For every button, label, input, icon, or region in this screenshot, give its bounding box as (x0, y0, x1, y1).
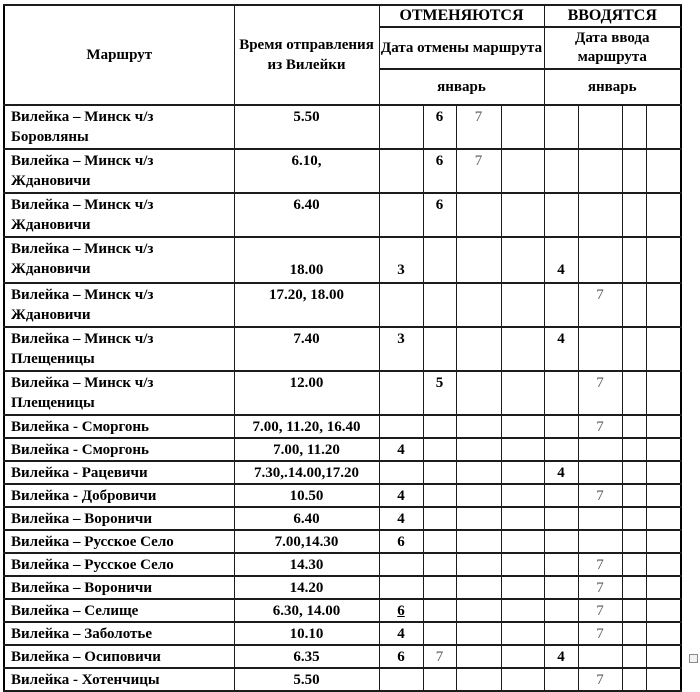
header-intro-section: ВВОДЯТСЯ (544, 5, 681, 27)
route-cell: Вилейка – Осиповичи (4, 645, 234, 668)
intro-day-cell (646, 576, 681, 599)
cancel-day-cell (456, 553, 501, 576)
route-cell: Вилейка – Минск ч/з Ждановичи (4, 237, 234, 283)
intro-day-cell (544, 149, 578, 193)
intro-day-cell (622, 530, 646, 553)
table-body (4, 105, 681, 691)
header-cancel-date: Дата отмены маршрута (379, 27, 544, 69)
route-cell: Вилейка - Хотенчицы (4, 668, 234, 691)
cancel-day-cell (423, 484, 456, 507)
intro-day-cell: 7 (578, 415, 622, 438)
intro-day-cell (544, 576, 578, 599)
cancel-day-cell (456, 622, 501, 645)
intro-day-cell: 4 (544, 461, 578, 484)
cancel-day-cell (456, 645, 501, 668)
cancel-day-cell (379, 415, 423, 438)
intro-day-cell (578, 105, 622, 149)
cancel-day-cell (456, 237, 501, 283)
time-cell: 6.10, (234, 149, 379, 193)
header-intro-month: январь (544, 69, 681, 105)
intro-day-cell (622, 484, 646, 507)
table-row (4, 438, 681, 461)
intro-day-cell (544, 105, 578, 149)
cancel-day-cell (423, 283, 456, 327)
intro-day-cell (578, 461, 622, 484)
cancel-day-cell (423, 599, 456, 622)
route-cell: Вилейка – Русское Село (4, 553, 234, 576)
intro-day-cell (646, 599, 681, 622)
intro-day-cell: 7 (578, 622, 622, 645)
intro-day-cell (622, 149, 646, 193)
intro-day-cell (646, 105, 681, 149)
cancel-day-cell (501, 438, 544, 461)
table-row (4, 507, 681, 530)
cancel-day-cell (456, 461, 501, 484)
cancel-day-cell (456, 193, 501, 237)
intro-day-cell (646, 668, 681, 691)
intro-day-cell (578, 193, 622, 237)
intro-day-cell (646, 283, 681, 327)
cancel-day-cell (423, 507, 456, 530)
route-cell: Вилейка – Минск ч/з Ждановичи (4, 193, 234, 237)
cancel-day-cell (501, 530, 544, 553)
table-row (4, 484, 681, 507)
table-row (4, 461, 681, 484)
intro-day-cell: 7 (578, 599, 622, 622)
route-cell: Вилейка - Сморгонь (4, 438, 234, 461)
route-cell: Вилейка - Добровичи (4, 484, 234, 507)
intro-day-cell (578, 438, 622, 461)
time-cell: 10.50 (234, 484, 379, 507)
time-cell: 5.50 (234, 105, 379, 149)
cancel-day-cell (456, 668, 501, 691)
cancel-day-cell (501, 461, 544, 484)
route-cell: Вилейка – Русское Село (4, 530, 234, 553)
cancel-day-cell: 3 (379, 237, 423, 283)
cancel-day-cell (379, 576, 423, 599)
cancel-day-cell (423, 438, 456, 461)
intro-day-cell (646, 530, 681, 553)
table-row (4, 645, 681, 668)
intro-day-cell (578, 149, 622, 193)
intro-day-cell (622, 553, 646, 576)
intro-day-cell (646, 622, 681, 645)
table-row (4, 576, 681, 599)
intro-day-cell: 7 (578, 283, 622, 327)
cancel-day-cell (501, 622, 544, 645)
intro-day-cell (544, 371, 578, 415)
cancel-day-cell (501, 415, 544, 438)
intro-day-cell (622, 507, 646, 530)
table-row (4, 622, 681, 645)
table-row (4, 149, 681, 193)
cancel-day-cell (501, 237, 544, 283)
header-cancel-month: январь (379, 69, 544, 105)
intro-day-cell (622, 237, 646, 283)
intro-day-cell (646, 438, 681, 461)
cancel-day-cell (379, 461, 423, 484)
table-row (4, 105, 681, 149)
intro-day-cell (622, 461, 646, 484)
intro-day-cell (622, 327, 646, 371)
cancel-day-cell (379, 105, 423, 149)
cancel-day-cell (501, 327, 544, 371)
route-cell: Вилейка – Вороничи (4, 576, 234, 599)
intro-day-cell (544, 530, 578, 553)
intro-day-cell: 7 (578, 484, 622, 507)
schedule-table (3, 4, 682, 692)
cancel-day-cell: 6 (423, 193, 456, 237)
intro-day-cell (646, 327, 681, 371)
time-cell: 6.40 (234, 507, 379, 530)
cancel-day-cell (423, 461, 456, 484)
cancel-day-cell (501, 149, 544, 193)
intro-day-cell (578, 237, 622, 283)
intro-day-cell (544, 599, 578, 622)
cancel-day-cell (456, 283, 501, 327)
time-cell: 7.40 (234, 327, 379, 371)
cancel-day-cell (501, 283, 544, 327)
intro-day-cell (622, 283, 646, 327)
cancel-day-cell (379, 668, 423, 691)
table-row (4, 283, 681, 327)
cancel-day-cell (456, 507, 501, 530)
route-cell: Вилейка - Сморгонь (4, 415, 234, 438)
intro-day-cell (622, 668, 646, 691)
intro-day-cell: 7 (578, 668, 622, 691)
intro-day-cell: 4 (544, 645, 578, 668)
route-cell: Вилейка – Минск ч/з Ждановичи (4, 283, 234, 327)
intro-day-cell (646, 193, 681, 237)
cancel-day-cell (501, 193, 544, 237)
intro-day-cell (544, 668, 578, 691)
table-row (4, 668, 681, 691)
table-header (4, 5, 681, 105)
intro-day-cell (622, 599, 646, 622)
cancel-day-cell (501, 553, 544, 576)
cancel-day-cell (456, 438, 501, 461)
intro-day-cell (646, 553, 681, 576)
header-departure-time: Время отправления из Вилейки (234, 5, 379, 105)
intro-day-cell: 7 (578, 576, 622, 599)
cancel-day-cell (501, 484, 544, 507)
route-cell: Вилейка – Минск ч/з Плещеницы (4, 327, 234, 371)
intro-day-cell (622, 105, 646, 149)
cancel-day-cell: 7 (423, 645, 456, 668)
table-row (4, 530, 681, 553)
cancel-day-cell (501, 668, 544, 691)
cancel-day-cell: 4 (379, 438, 423, 461)
intro-day-cell: 4 (544, 327, 578, 371)
cancel-day-cell (456, 327, 501, 371)
time-cell: 10.10 (234, 622, 379, 645)
cancel-day-cell: 6 (423, 149, 456, 193)
cancel-day-cell (423, 530, 456, 553)
cancel-day-cell (379, 283, 423, 327)
cancel-day-cell (501, 105, 544, 149)
cancel-day-cell (456, 599, 501, 622)
cancel-day-cell (423, 415, 456, 438)
cancel-day-cell: 6 (379, 645, 423, 668)
time-cell: 5.50 (234, 668, 379, 691)
intro-day-cell (622, 576, 646, 599)
intro-day-cell (646, 507, 681, 530)
cancel-day-cell: 7 (456, 149, 501, 193)
cancel-day-cell (423, 576, 456, 599)
cancel-day-cell (423, 237, 456, 283)
cancel-day-cell: 4 (379, 484, 423, 507)
cancel-day-cell (423, 668, 456, 691)
cancel-day-cell: 6 (379, 599, 423, 622)
cancel-day-cell (501, 599, 544, 622)
intro-day-cell (646, 484, 681, 507)
table-row (4, 371, 681, 415)
intro-day-cell (646, 237, 681, 283)
cancel-day-cell: 6 (423, 105, 456, 149)
cancel-day-cell (456, 576, 501, 599)
cancel-day-cell (423, 553, 456, 576)
route-cell: Вилейка – Заболотье (4, 622, 234, 645)
intro-day-cell (544, 484, 578, 507)
cancel-day-cell: 3 (379, 327, 423, 371)
table-row (4, 237, 681, 283)
table-row (4, 599, 681, 622)
table-resize-handle[interactable] (689, 654, 698, 663)
intro-day-cell (646, 149, 681, 193)
cancel-day-cell (456, 371, 501, 415)
intro-day-cell (646, 461, 681, 484)
cancel-day-cell: 5 (423, 371, 456, 415)
cancel-day-cell (423, 622, 456, 645)
intro-day-cell: 7 (578, 371, 622, 415)
time-cell: 14.30 (234, 553, 379, 576)
intro-day-cell (544, 283, 578, 327)
cancel-day-cell: 4 (379, 507, 423, 530)
time-cell: 7.00,14.30 (234, 530, 379, 553)
route-cell: Вилейка – Селище (4, 599, 234, 622)
route-cell: Вилейка – Минск ч/з Ждановичи (4, 149, 234, 193)
cancel-day-cell (456, 530, 501, 553)
cancel-day-cell (456, 415, 501, 438)
intro-day-cell (544, 438, 578, 461)
cancel-day-cell (379, 371, 423, 415)
time-cell: 7.00, 11.20, 16.40 (234, 415, 379, 438)
intro-day-cell (544, 415, 578, 438)
cancel-day-cell (379, 553, 423, 576)
time-cell: 6.35 (234, 645, 379, 668)
intro-day-cell: 4 (544, 237, 578, 283)
time-cell: 14.20 (234, 576, 379, 599)
intro-day-cell (578, 645, 622, 668)
intro-day-cell (622, 645, 646, 668)
cancel-day-cell (501, 507, 544, 530)
intro-day-cell (646, 371, 681, 415)
intro-day-cell (578, 507, 622, 530)
table-row (4, 193, 681, 237)
intro-day-cell (578, 327, 622, 371)
cancel-day-cell (501, 371, 544, 415)
intro-day-cell (622, 415, 646, 438)
intro-day-cell: 7 (578, 553, 622, 576)
route-cell: Вилейка - Рацевичи (4, 461, 234, 484)
intro-day-cell (544, 622, 578, 645)
route-cell: Вилейка – Вороничи (4, 507, 234, 530)
table-row (4, 415, 681, 438)
time-cell: 7.30,.14.00,17.20 (234, 461, 379, 484)
time-cell: 18.00 (234, 237, 379, 283)
time-cell: 6.40 (234, 193, 379, 237)
cancel-day-cell: 6 (379, 530, 423, 553)
intro-day-cell (622, 371, 646, 415)
cancel-day-cell: 7 (456, 105, 501, 149)
intro-day-cell (646, 645, 681, 668)
intro-day-cell (622, 193, 646, 237)
header-cancel-section: ОТМЕНЯЮТСЯ (379, 5, 544, 27)
intro-day-cell (622, 438, 646, 461)
header-route: Маршрут (4, 5, 234, 105)
time-cell: 12.00 (234, 371, 379, 415)
time-cell: 17.20, 18.00 (234, 283, 379, 327)
time-cell: 6.30, 14.00 (234, 599, 379, 622)
intro-day-cell (578, 530, 622, 553)
cancel-day-cell (456, 484, 501, 507)
intro-day-cell (544, 553, 578, 576)
route-cell: Вилейка – Минск ч/з Плещеницы (4, 371, 234, 415)
route-cell: Вилейка – Минск ч/з Боровляны (4, 105, 234, 149)
cancel-day-cell (501, 576, 544, 599)
cancel-day-cell (501, 645, 544, 668)
intro-day-cell (622, 622, 646, 645)
intro-day-cell (646, 415, 681, 438)
cancel-day-cell (423, 327, 456, 371)
time-cell: 7.00, 11.20 (234, 438, 379, 461)
intro-day-cell (544, 193, 578, 237)
cancel-day-cell (379, 149, 423, 193)
cancel-day-cell (379, 193, 423, 237)
header-intro-date: Дата ввода маршрута (544, 27, 681, 69)
table-row (4, 327, 681, 371)
cancel-day-cell: 4 (379, 622, 423, 645)
table-row (4, 553, 681, 576)
intro-day-cell (544, 507, 578, 530)
